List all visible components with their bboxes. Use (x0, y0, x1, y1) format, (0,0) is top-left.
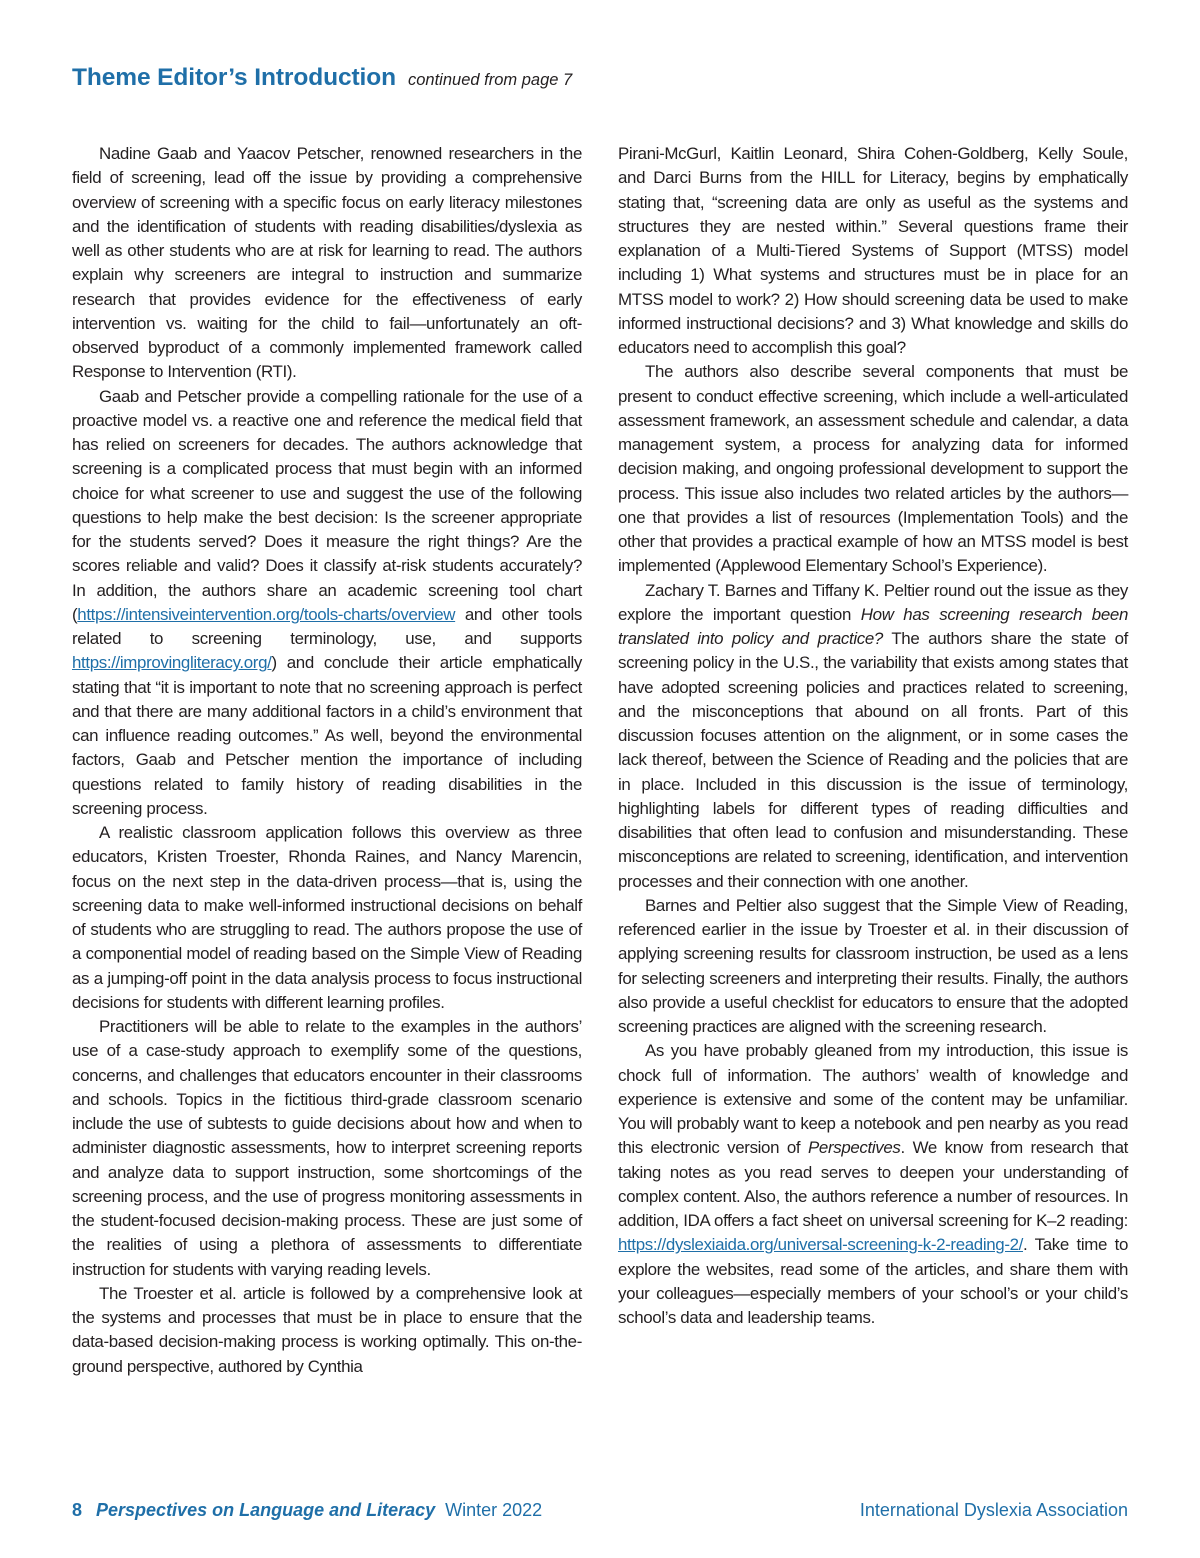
paragraph-text: Zachary T. Barnes and Tiffany K. Peltier round out the issue as they explore the important question (618, 580, 1128, 624)
continued-note: continued from page 7 (407, 71, 573, 89)
paragraph: Barnes and Peltier also suggest that the Simple View of Reading, referenced earlier in the issue by Troester et al. in their discussion of applying screening results for classroom instruction, be used as a lens for selecting screeners and interpreting their results. Finally, the authors also provide a useful checklist for educators to ensure that the adopted screening practices are aligned with the screening research. (618, 895, 1128, 1036)
organization-name: International Dyslexia Association (859, 1500, 1128, 1520)
improving-literacy-link[interactable]: https://improvingliteracy.org/ (72, 653, 272, 673)
section-title: Theme Editor’s Introduction (72, 64, 396, 91)
page-header (72, 64, 572, 92)
paragraph (618, 579, 1128, 894)
tools-chart-link[interactable]: https://intensiveintervention.org/tools-charts/overview (77, 604, 456, 624)
paragraph (618, 1039, 1128, 1330)
paragraph-text: ) and conclude their article emphatically stating that “it is important to note that no screening approach is perfect and that there are many additional factors in a child’s environment that can influence reading outcomes.” As well, beyond the environmental factors, Gaab and Petscher mention the importance of including questions related to family history of reading disabilities in the screening process. (72, 653, 582, 818)
paragraph-text: The authors share the state of screening policy in the U.S., the variability that exists among states that have adopted screening policies and practices related to screening, and the misconceptions that abound on all fronts. Part of this discussion focuses attention on the alignment, or in some cases the lack thereof, between the Science of Reading and the policies that are in place. Included in this discussion is the issue of terminology, highlighting labels for different types of reading difficulties and disabilities that often lead to confusion and misunderstanding. These misconceptions are related to screening, identification, and intervention processes and their connection with one another. (618, 629, 1128, 891)
paragraph: Pirani-McGurl, Kaitlin Leonard, Shira Cohen-Goldberg, Kelly Soule, and Darci Burns from the HILL for Literacy, begins by emphatically stating that, “screening data are only as useful as the systems and structures they are nested within.” Several questions frame their explanation of a Multi-Tiered Systems of Support (MTSS) model including 1) What systems and structures must be in place for an MTSS model to work? 2) How should screening data be used to make informed instructional decisions? and 3) What knowledge and skills do educators need to accomplish this goal? (618, 144, 1128, 357)
paragraph-text: As you have probably gleaned from my introduction, this issue is chock full of information. The authors’ wealth of knowledge and experience is extensive and some of the content may be unfamiliar. You will probably want to keep a notebook and pen nearby as you read this electronic version of (618, 1041, 1128, 1158)
paragraph-text: and other tools related to screening terminology, use, and supports (72, 604, 582, 648)
right-column (618, 142, 1128, 1330)
paragraph: The authors also describe several components that must be present to conduct effective screening, which include a well-articulated assessment framework, an assessment schedule and calendar, a data management system, a process for analyzing data for informed decision making, and ongoing professional development to support the process. This issue also includes two related articles by the authors—one that provides a list of resources (Implementation Tools) and the other that provides a practical example of how an MTSS model is best implemented (Applewood Elementary School’s Experience). (618, 362, 1128, 576)
paragraph: The Troester et al. article is followed by a comprehensive look at the systems and processes that must be in place to ensure that the data-based decision-making process is working optimally. This on-the-ground perspective, authored by Cynthia (72, 1283, 582, 1376)
paragraph: Practitioners will be able to relate to the examples in the authors’ use of a case-study approach to exemplify some of the questions, concerns, and challenges that educators encounter in their classrooms and schools. Topics in the fictitious third-grade classroom scenario include the use of subtests to guide decisions about how and when to administer diagnostic assessments, how to interpret screening reports and analyze data to support instruction, some shortcomings of the screening process, and the use of progress monitoring assessments in the student-focused decision-making process. These are just some of the realities of using a plethora of assessments to differentiate instruction for students with varying reading levels. (72, 1017, 582, 1279)
paragraph-text: . Take time to explore the websites, read some of the articles, and share them with your colleagues—especially members of your school’s or your child’s school’s data and leadership teams. (618, 1235, 1128, 1327)
paragraph-text: Gaab and Petscher provide a compelling rationale for the use of a proactive model vs. a reactive one and reference the medical field that has relied on screeners for decades. The authors acknowledge that screening is a complicated process that must begin with an informed choice for what screener to use and suggest the use of the following questions to help make the best decision: Is the screener appropriate for the students served? Does it measure the right things? Are the scores reliable and valid? Does it classify at-risk students accurately? In addition, the authors share an academic screening tool chart ( (72, 386, 582, 624)
page-footer (72, 1500, 1128, 1521)
issue-season: Winter 2022 (445, 1500, 543, 1520)
universal-screening-link[interactable]: https://dyslexiaida.org/universal-screening-k-2-reading-2/ (618, 1235, 1023, 1255)
journal-title: Perspectives on Language and Literacy (96, 1500, 436, 1520)
page-number: 8 (72, 1500, 83, 1520)
paragraph (72, 385, 582, 822)
left-column (72, 142, 582, 1379)
paragraph-text: . We know from research that taking notes as you read serves to deepen your understanding of complex content. Also, the authors reference a number of resources. In addition, IDA offers a fact sheet on universal screening for K–2 reading: (618, 1138, 1128, 1230)
paragraph: A realistic classroom application follows this overview as three educators, Kristen Troester, Rhonda Raines, and Nancy Marencin, focus on the next step in the data-driven process—that is, using the screening data to make well-informed instructional decisions on behalf of students who are struggling to read. The authors propose the use of a componential model of reading based on the Simple View of Reading as a jumping-off point in the data analysis process to focus instructional decisions for students with different learning profiles. (72, 823, 582, 1012)
question-italic: How has screening research been translated into policy and practice? (618, 604, 1128, 648)
publication-italic: Perspectives (808, 1138, 901, 1158)
paragraph: Nadine Gaab and Yaacov Petscher, renowned researchers in the field of screening, lead off the issue by providing a comprehensive overview of screening with a specific focus on early literacy milestones and the identification of students with reading disabilities/dyslexia as well as other students who are at risk for learning to read. The authors explain why screeners are integral to instruction and summarize research that provides evidence for the effectiveness of early intervention vs. waiting for the child to fail—unfortunately an oft-observed byproduct of a commonly implemented framework called Response to Intervention (RTI). (72, 144, 582, 382)
